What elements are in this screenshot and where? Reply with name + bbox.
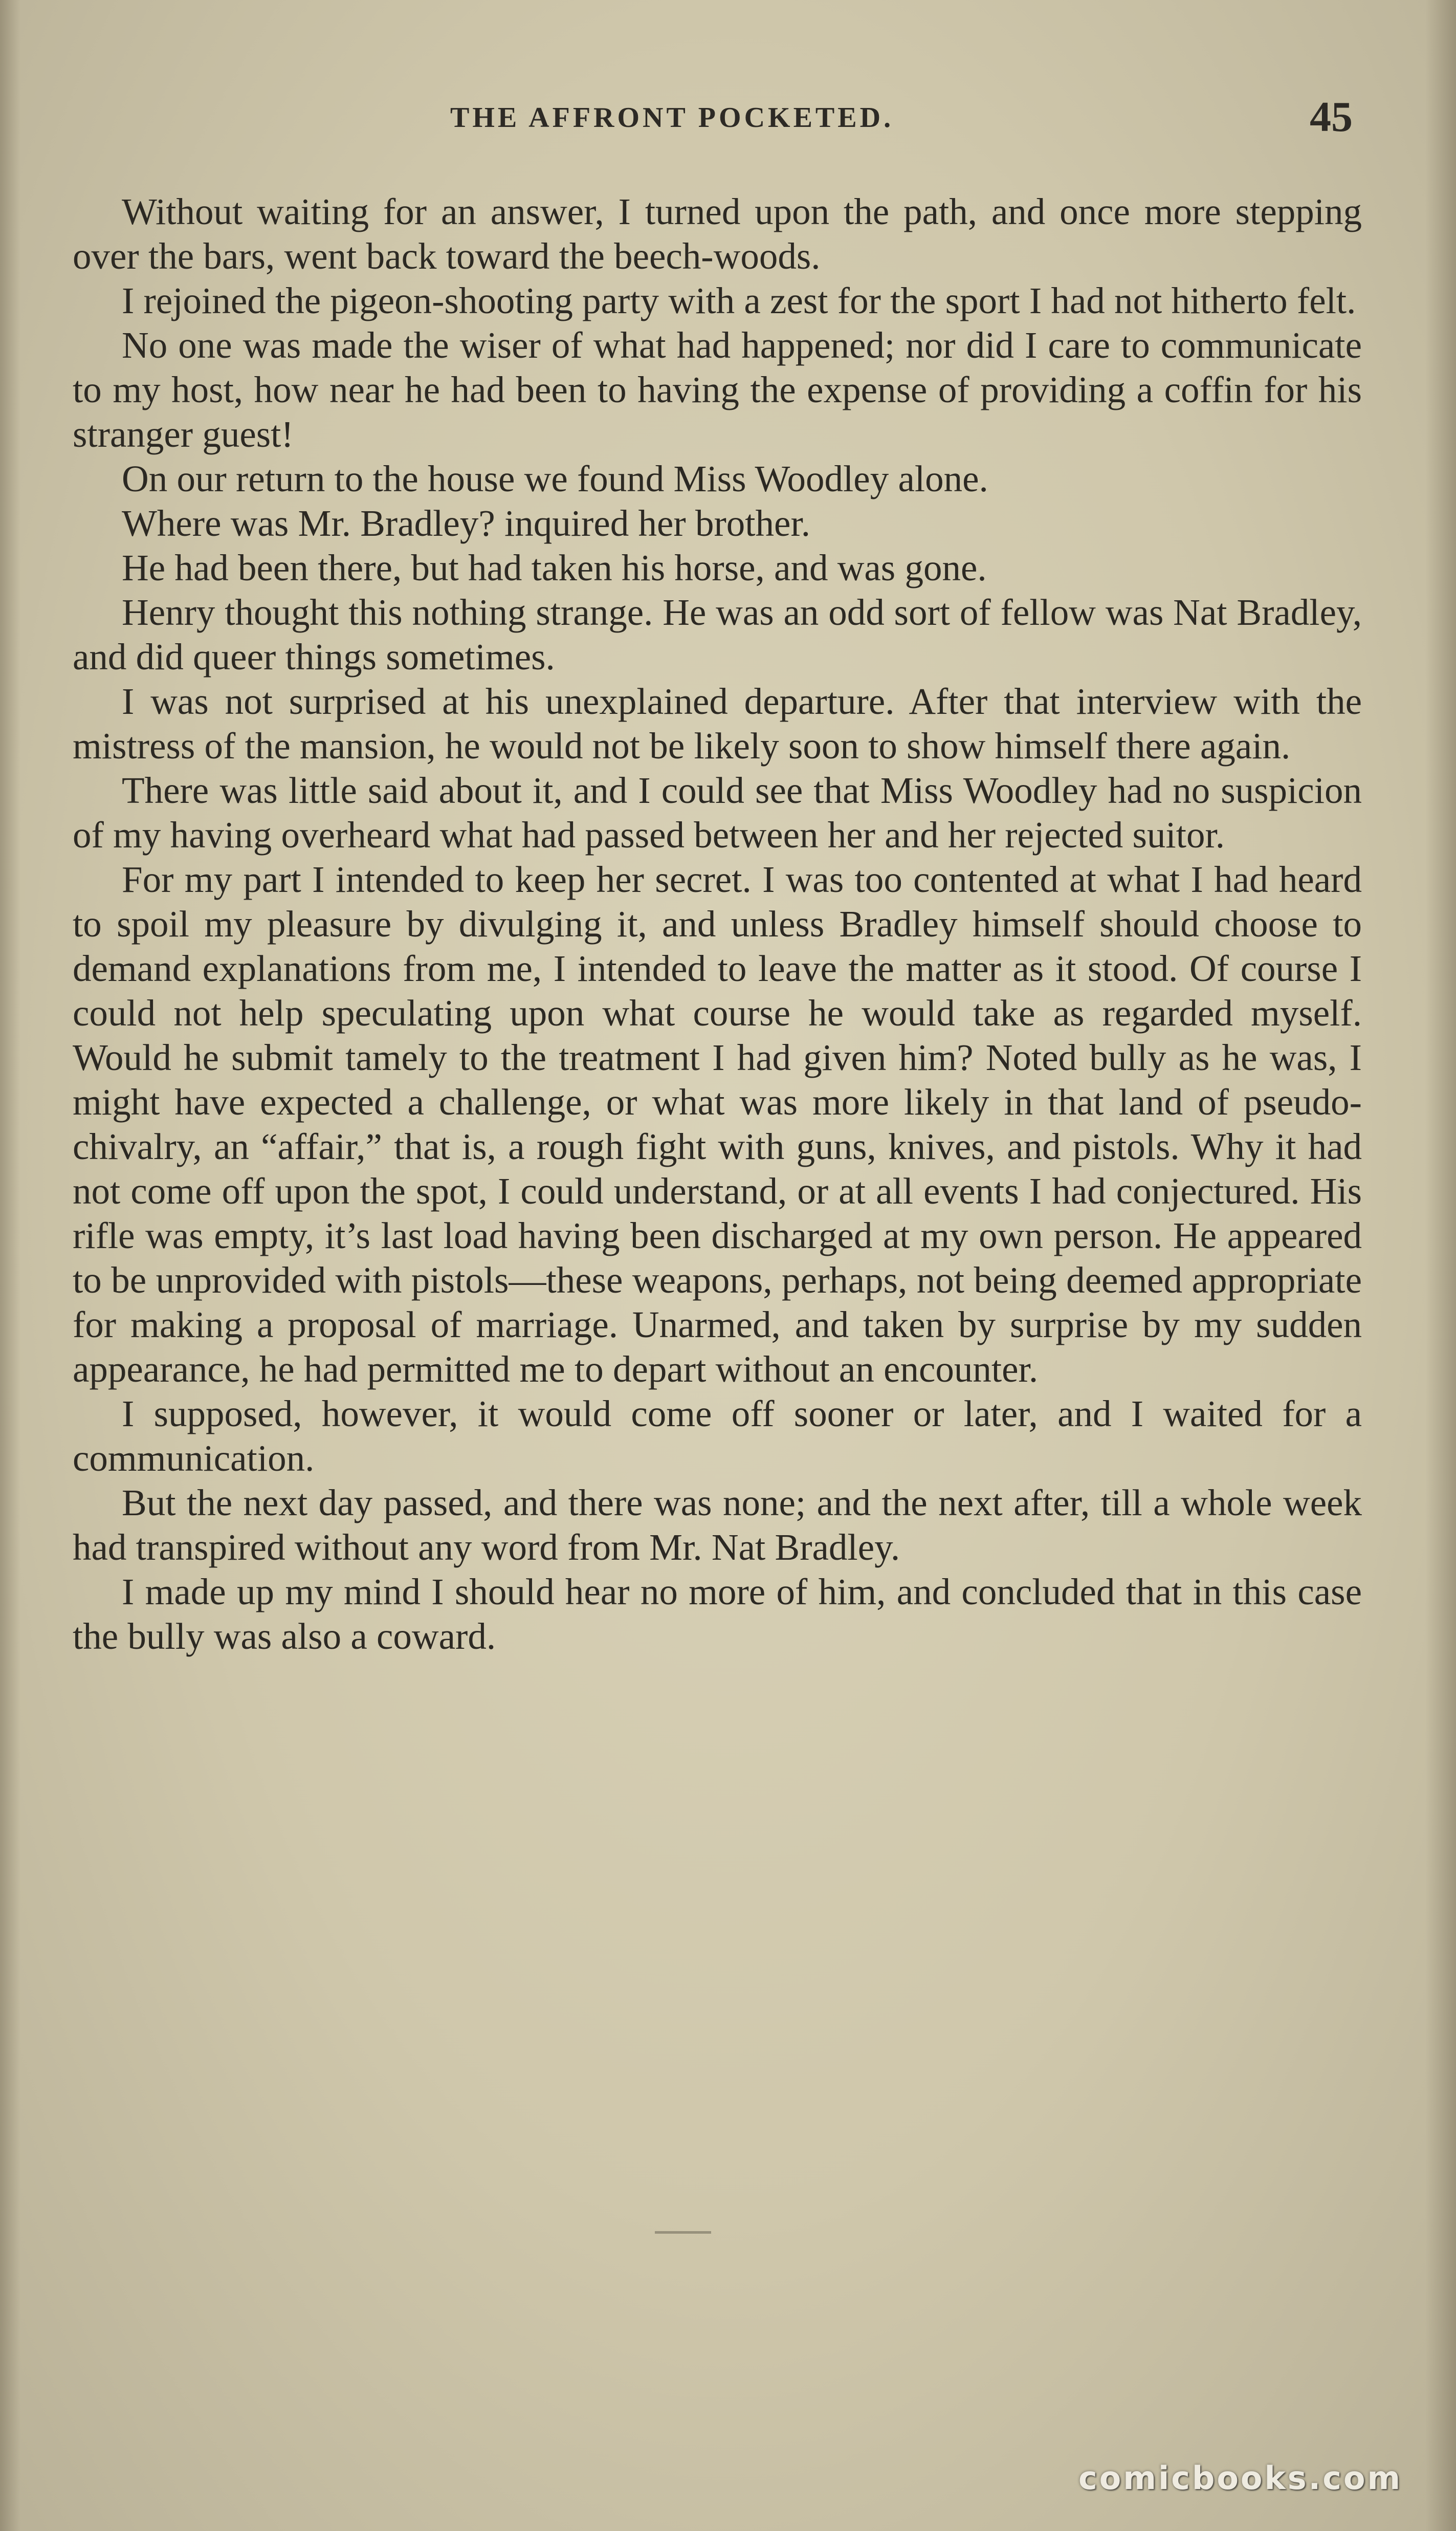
page-edge-shadow-right <box>1425 0 1456 2531</box>
paragraph: I made up my mind I should hear no more of him, and concluded that in this case the bully was also a coward. <box>73 1571 1362 1657</box>
running-title: THE AFFRONT POCKETED. <box>450 102 894 134</box>
page-number: 45 <box>1310 93 1353 141</box>
paragraph: On our return to the house we found Miss Woodley alone. <box>122 458 988 499</box>
site-watermark: comicbooks.com <box>1078 2459 1403 2497</box>
body-text <box>73 189 1362 1659</box>
page-edge-shadow-left <box>0 0 20 2531</box>
paragraph: There was little said about it, and I could see that Miss Woodley had no suspicion of my having overheard what had passed between her and her rejected suitor. <box>73 770 1362 856</box>
paragraph: I supposed, however, it would come off sooner or later, and I waited for a communication. <box>73 1393 1362 1479</box>
paragraph: I was not surprised at his unexplained departure. After that interview with the mistress of the mansion, he would not be likely soon to show himself there again. <box>73 681 1362 767</box>
paragraph: But the next day passed, and there was none; and the next after, till a whole week had transpired without any word from Mr. Nat Bradley. <box>73 1482 1362 1568</box>
paragraph: No one was made the wiser of what had happened; nor did I care to communicate to my host, how near he had been to having the expense of providing a coffin for his stranger guest! <box>73 324 1362 455</box>
paragraph: For my part I intended to keep her secret. I was too contented at what I had heard to spoil my pleasure by divulging it, and unless Bradley himself should choose to demand explanations from me, I intended to leave the matter as it stood. Of course I could not help speculating upon what course he would take as regarded myself. Would he submit tamely to the treatment I had given him? Noted bully as he was, I might have expected a challenge, or what was more likely in that land of pseudo-chivalry, an “affair,” that is, a rough fight with guns, knives, and pistols. Why it had not come off upon the spot, I could understand, or at all events I had conjectured. His rifle was empty, it’s last load having been discharged at my own person. He appeared to be unprovided with pistols—these weapons, perhaps, not being deemed appropriate for making a proposal of marriage. Unarmed, and taken by surprise by my sudden appearance, he had permitted me to depart without an encounter. <box>73 859 1362 1390</box>
paragraph: I rejoined the pigeon-shooting party with a zest for the sport I had not hitherto felt. <box>122 280 1356 321</box>
paragraph: Henry thought this nothing strange. He was an odd sort of fellow was Nat Bradley, and did queer things sometimes. <box>73 592 1362 678</box>
paragraph: Without waiting for an answer, I turned upon the path, and once more stepping over the bars, went back toward the beech-woods. <box>73 191 1362 277</box>
section-divider-rule <box>655 2231 711 2234</box>
paragraph: Where was Mr. Bradley? inquired her brother. <box>122 503 810 544</box>
paragraph: He had been there, but had taken his horse, and was gone. <box>122 547 987 588</box>
